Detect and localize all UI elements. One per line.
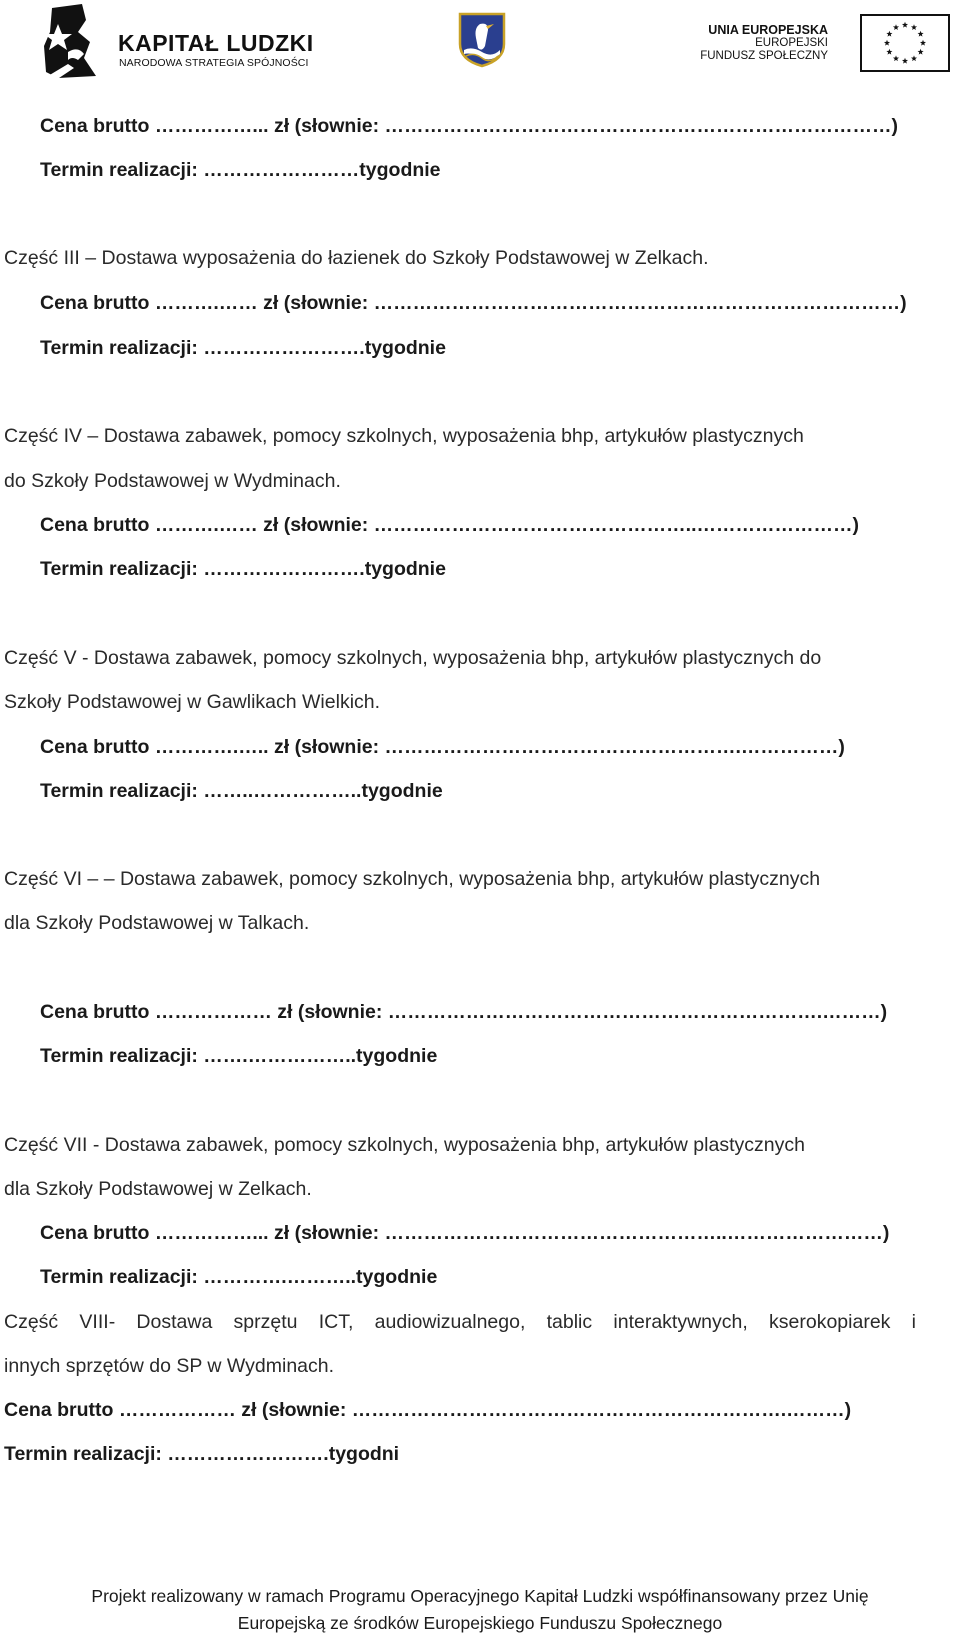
s3-term-line: Termin realizacji: …………………….tygodnie xyxy=(40,337,446,359)
s5-price-line: Cena brutto ………….….. zł (słownie: ……………………………………………….……………) xyxy=(40,736,845,758)
s8-price-line: Cena brutto ……………… zł (słownie: ………………………………………………………….………) xyxy=(4,1399,852,1421)
eu-logo-line2: EUROPEJSKI xyxy=(755,37,828,49)
s6-description-line1: Część VI – – Dostawa zabawek, pomocy szkolnych, wyposażenia bhp, artykułów plastycznych xyxy=(4,868,821,890)
s7-description-line1: Część VII - Dostawa zabawek, pomocy szkolnych, wyposażenia bhp, artykułów plastycznych xyxy=(4,1134,805,1156)
s6-price-line: Cena brutto ……………… zł (słownie: ………………………………………………………….………) xyxy=(40,1001,888,1023)
s8-description-line2: innych sprzętów do SP w Wydminach. xyxy=(4,1355,335,1377)
logo-left-subtitle: NARODOWA STRATEGIA SPÓJNOŚCI xyxy=(119,57,309,69)
s7-description-line2: dla Szkoły Podstawowej w Zelkach. xyxy=(4,1178,312,1200)
footer-line2: Europejską ze środków Europejskiego Funduszu Społecznego xyxy=(237,1613,723,1633)
s4-description-line2: do Szkoły Podstawowej w Wydminach. xyxy=(4,470,341,492)
s3-description: Część III – Dostawa wyposażenia do łazienek do Szkoły Podstawowej w Zelkach. xyxy=(4,247,709,269)
s6-description-line2: dla Szkoły Podstawowej w Talkach. xyxy=(4,912,310,934)
kapital-ludzki-emblem-icon xyxy=(38,2,118,82)
s4-price-line: Cena brutto ……….…… zł (słownie: …………………………………………..……………………) xyxy=(40,514,859,536)
eu-social-fund-logo xyxy=(700,14,950,72)
s4-term-line: Termin realizacji: …………………….tygodnie xyxy=(40,558,446,580)
s3-price-line: Cena brutto ……….…… zł (słownie: ………………………………………………………………………) xyxy=(40,292,907,314)
eu-flag-icon xyxy=(860,14,950,72)
eu-logo-line3: FUNDUSZ SPOŁECZNY xyxy=(700,50,828,62)
kapital-ludzki-logo xyxy=(38,2,314,82)
s7-term-line: Termin realizacji: ………….………..tygodnie xyxy=(40,1266,438,1288)
s6-term-line: Termin realizacji: …….……………..tygodnie xyxy=(40,1045,438,1067)
s8-term-line: Termin realizacji: …………………….tygodni xyxy=(4,1443,400,1465)
s5-term-line: Termin realizacji: ……..……………..tygodnie xyxy=(40,780,443,802)
s5-description-line2: Szkoły Podstawowej w Gawlikach Wielkich. xyxy=(4,691,381,713)
footer-line1: Projekt realizowany w ramach Programu Operacyjnego Kapitał Ludzki współfinansowany przez Unię xyxy=(91,1586,869,1606)
logo-left-title: KAPITAŁ LUDZKI xyxy=(118,30,314,56)
s5-description-line1: Część V - Dostawa zabawek, pomocy szkolnych, wyposażenia bhp, artykułów plastycznych do xyxy=(4,647,822,669)
eu-logo-text xyxy=(700,24,828,63)
s4-description-line1: Część IV – Dostawa zabawek, pomocy szkolnych, wyposażenia bhp, artykułów plastycznych xyxy=(4,425,804,447)
s8-description-line1: Część VIII- Dostawa sprzętu ICT, audiowizualnego, tablic interaktywnych, kserokopiarek i xyxy=(4,1311,916,1333)
eu-logo-line1: UNIA EUROPEJSKA xyxy=(708,23,828,37)
s7-price-line: Cena brutto ……………... zł (słownie: ……………………………………………..……………………) xyxy=(40,1222,890,1244)
s2-term-line: Termin realizacji: ……………………tygodnie xyxy=(40,159,441,181)
s2-price-line: Cena brutto ……………... zł (słownie: ……………………………………………………………………) xyxy=(40,115,898,137)
regional-crest-icon xyxy=(458,12,506,68)
